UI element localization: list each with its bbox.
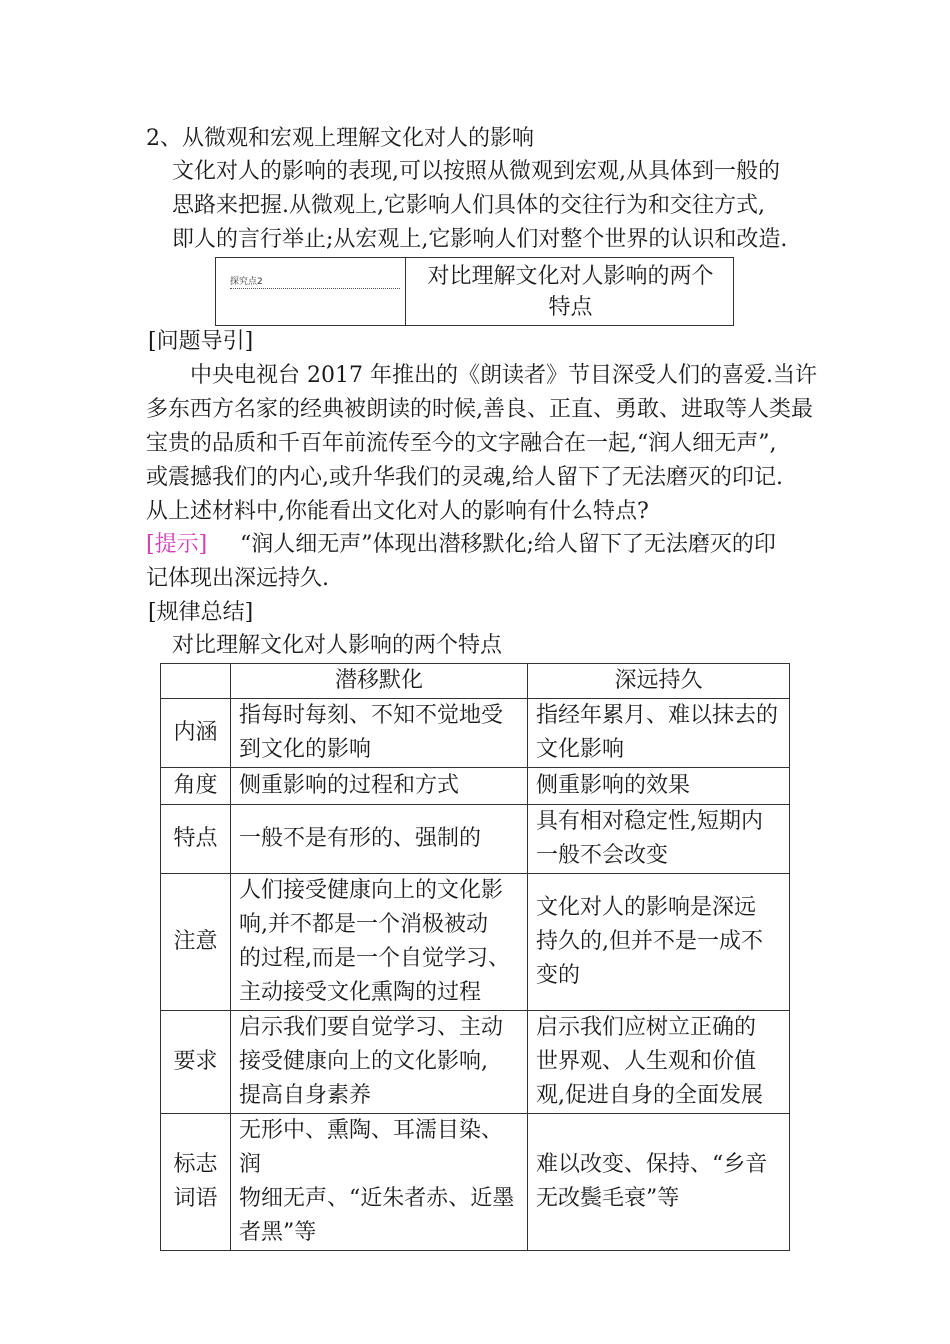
- row-col2: 侧重影响的效果: [528, 768, 790, 805]
- row-label: 要求: [161, 1011, 231, 1114]
- explore-title: [407, 258, 734, 325]
- guide-line-5: 从上述材料中,你能看出文化对人的影响有什么特点?: [146, 499, 649, 524]
- row-label: 标志 词语: [161, 1114, 231, 1251]
- row-col1: 无形中、熏陶、耳濡目染、润 物细无声、“近朱者赤、近墨 者黑”等: [231, 1114, 528, 1251]
- table-header-row: [161, 664, 790, 699]
- summary-subtitle: 对比理解文化对人影响的两个特点: [172, 633, 503, 658]
- explore-title-line-1: 对比理解文化对人影响的两个: [427, 264, 714, 289]
- intro-line-2: 思路来把握.从微观上,它影响人们具体的交往行为和交往方式,: [172, 193, 765, 218]
- explore-dotted-rule: [230, 288, 400, 289]
- row-col1: 一般不是有形的、强制的: [231, 805, 528, 874]
- hint-line-2: 记体现出深远持久.: [146, 566, 329, 591]
- header-cell-shenyuan: 深远持久: [528, 664, 790, 699]
- row-col1: 指每时每刻、不知不觉地受 到文化的影响: [231, 699, 528, 768]
- table-row: [161, 874, 790, 1011]
- guide-line-2: 多东西方名家的经典被朗读的时候,善良、正直、勇敢、进取等人类最: [146, 397, 813, 422]
- row-label: 特点: [161, 805, 231, 874]
- explore-label-cell: [216, 258, 406, 325]
- guide-line-4: 或震撼我们的内心,或升华我们的灵魂,给人留下了无法磨灭的印记.: [146, 465, 783, 490]
- summary-heading: [规律总结]: [148, 600, 254, 625]
- guide-line-1: 中央电视台 2017 年推出的《朗读者》节目深受人们的喜爱.当许: [190, 363, 817, 388]
- row-col2: 文化对人的影响是深远 持久的,但并不是一成不 变的: [528, 874, 790, 1011]
- table-row: [161, 805, 790, 874]
- row-label: 注意: [161, 874, 231, 1011]
- row-col1: 人们接受健康向上的文化影 响,并不都是一个消极被动 的过程,而是一个自觉学习、 主动接受文化熏陶的过程: [231, 874, 528, 1011]
- comparison-table: [160, 663, 790, 1251]
- intro-line-1: 文化对人的影响的表现,可以按照从微观到宏观,从具体到一般的: [172, 159, 780, 184]
- table-row: [161, 1011, 790, 1114]
- guide-line-3: 宝贵的品质和千百年前流传至今的文字融合在一起,“润人细无声”,: [146, 431, 777, 456]
- explore-point-box: [215, 257, 734, 326]
- hint-line-1: “润人细无声”体现出潜移默化;给人留下了无法磨灭的印: [240, 532, 776, 557]
- row-col2: 启示我们应树立正确的 世界观、人生观和价值 观,促进自身的全面发展: [528, 1011, 790, 1114]
- row-col2: 难以改变、保持、“乡音 无改鬓毛衰”等: [528, 1114, 790, 1251]
- guide-heading: [问题导引]: [148, 329, 254, 354]
- table-row: [161, 699, 790, 768]
- row-col2: 指经年累月、难以抹去的 文化影响: [528, 699, 790, 768]
- header-cell-qianyi: 潜移默化: [231, 664, 528, 699]
- row-col1: 启示我们要自觉学习、主动 接受健康向上的文化影响, 提高自身素养: [231, 1011, 528, 1114]
- table-row: [161, 1114, 790, 1251]
- intro-line-3: 即人的言行举止;从宏观上,它影响人们对整个世界的认识和改造.: [172, 227, 788, 252]
- hint-tag: [提示]: [146, 532, 208, 557]
- header-cell-empty: [161, 664, 231, 699]
- explore-title-line-2: 特点: [548, 295, 593, 320]
- row-label: 内涵: [161, 699, 231, 768]
- row-col2: 具有相对稳定性,短期内 一般不会改变: [528, 805, 790, 874]
- row-label: 角度: [161, 768, 231, 805]
- section-heading: 2、从微观和宏观上理解文化对人的影响: [146, 126, 534, 151]
- explore-label: 探究点2: [230, 277, 263, 287]
- table-row: [161, 768, 790, 805]
- row-col1: 侧重影响的过程和方式: [231, 768, 528, 805]
